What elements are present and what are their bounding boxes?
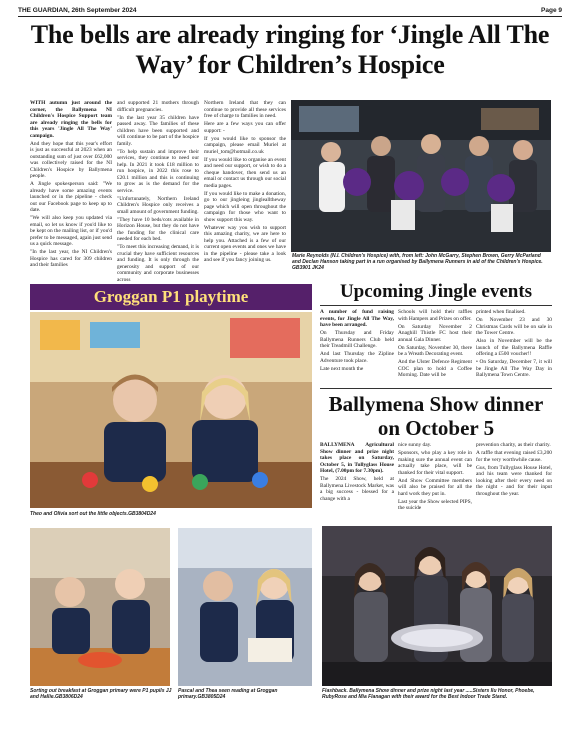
lead-story-paragraph: Whatever way you wish to support this amazing charity, we are here to help you. Attached is a few of our current open events and ones we have in the pipeline - please take a look and see if you fancy joining us. <box>204 224 286 263</box>
hospice-photo-caption: Marie Reynolds (N.I. Children's Hospice) with, from left: John McGarry, Stephen Brown, Gerry McParland and Declan Hanson taking part in a run organised by Ballymena Runners in aid of the Children's Hospice. GB3901 JK24 <box>292 253 543 271</box>
show-dinner-paragraph: Last year the Show selected PIPS, the suicide <box>398 498 472 511</box>
jingle-events-paragraph: • On Saturday, December 7, it will be Jingle All The Way Day in Ballymena Town Centre. <box>476 359 552 378</box>
groggan-breakfast-photo <box>30 528 170 686</box>
show-dinner-paragraph: prevention charity, as their charity. <box>476 442 551 448</box>
flanagan-sisters-photo <box>322 526 552 686</box>
jingle-events-paragraph: On Thursday and Friday Ballymena Runners Club held their Treadmill Challenge. <box>320 330 394 349</box>
publication-date: THE GUARDIAN, 26th September 2024 <box>18 6 137 14</box>
lead-story-paragraph: If you would like to organise an event and need our support, or wish to do a cheque handover, then send us an email or contact us through our social media pages. <box>204 156 286 189</box>
jingle-events-rule <box>320 305 552 306</box>
lead-story-paragraph: And they hope that this year's effort is just as successful at 2023 when an outstanding sum of just over £62,000 was collectively raised for the NI Children's Hospice by Ballymena people. <box>30 140 112 179</box>
jingle-events-paragraph: Late next month the <box>320 365 364 372</box>
show-dinner-paragraph: Gus, from Tullyglass House Hotel, and his team were thanked for looking after their every need on the night - and for their input throughout the year. <box>476 464 552 497</box>
show-dinner-top-rule <box>320 388 552 389</box>
jingle-events-paragraph: On Saturday, November 30, there be a Wreath Decorating event. <box>398 344 472 357</box>
lead-story-paragraph: If you would like to make a donation, go to our jingleing jinglealltheway page which will open throughout the campaign for those who want to show support this way. <box>204 190 286 223</box>
jingle-events-col-2 <box>398 309 472 385</box>
jingle-events-col-1 <box>320 309 394 385</box>
main-headline: The bells are already ringing for ‘Jingle All The Way’ for Children’s Hospice <box>30 20 550 79</box>
lead-story-paragraph: "To meet this increasing demand, it is crucial they have sufficient resources and funding. It is only through the generosity and support of our community and corporate businesses across <box>117 244 199 283</box>
lead-story-paragraph: A Jingle spokesperson said: "We already have some amazing events launched or in the pipeline - check out our Facebook page to keep up to date. <box>30 181 112 213</box>
jingle-events-paragraph: Also in November will be the launch of the Ballymena Raffle offering a £500 voucher!! <box>476 338 552 357</box>
lead-story-paragraph: "They have 10 beds/cots available in Horizon House, but they do not have the funding for the clinical care needed for each bed. <box>117 216 199 242</box>
jingle-events-title: Upcoming Jingle events <box>339 281 533 302</box>
jingle-events-col-3 <box>476 309 552 385</box>
lead-story-paragraph: "In the last year, the NI Children's Hospice has cared for 309 children and their families <box>30 249 112 268</box>
groggan-banner: Groggan P1 playtime <box>30 284 312 310</box>
show-dinner-col-3 <box>476 442 552 522</box>
show-dinner-paragraph: A raffle that evening raised £3,200 for the very worthwhile cause. <box>476 450 552 463</box>
groggan-main-caption: Theo and Olivia sort out the little objects.GB3804D24 <box>30 511 156 517</box>
show-dinner-paragraph: nice sunny day. <box>398 442 432 448</box>
groggan-reading-caption: Pascal and Thea seen reading at Groggan primary.GB3805D24 <box>178 688 278 700</box>
lead-story-paragraph: "In the last year 35 children have passed away. The families of these children have been supported and will continue to be part of the hospice family. <box>117 114 199 147</box>
jingle-events-lead: A number of fund raising events, for Jingle All The Way, have been arranged. <box>320 309 394 328</box>
show-dinner-col-1 <box>320 442 394 522</box>
lead-story-paragraph: "Unfortunately, Northern Ireland Children's Hospice only receives a small amount of government funding. <box>117 195 199 215</box>
show-dinner-paragraph: Sponsors, who play a key role in making sure the annual event can actually take place, will be thanked for their vital support. <box>398 450 472 476</box>
page-number: Page 9 <box>541 6 562 14</box>
jingle-events-paragraph: And last Thursday the Zipline Adventure took place. <box>320 351 394 364</box>
lead-story-paragraph: Northern Ireland that they can continue to provide all these services free of charge to families in need. <box>204 100 286 119</box>
lead-story-col-2 <box>117 100 199 283</box>
header-rule <box>18 16 562 17</box>
show-dinner-lead: BALLYMENA Agricultural Show dinner and prize night takes place on Saturday, October 5, in Tullyglass House Hotel, (7.00pm for 7.30pm). <box>320 442 394 474</box>
lead-story-col-1 <box>30 100 112 275</box>
show-dinner-col-2 <box>398 442 472 522</box>
groggan-breakfast-caption: Sorting out breakfast at Groggan primary were P1 pupils JJ and Hallie.GB3806D24 <box>30 688 172 700</box>
running-header <box>18 5 562 15</box>
lead-story-paragraph: "We will also keep you updated via email, so let us know if you'd like to be kept on the mailing list, or if you'd prefer to be messaged, again just send us a quick message. <box>30 215 112 247</box>
lead-story-paragraph: If you would like to sponsor the campaign, please email Muriel at muriel_tom@hotmail.co.uk <box>204 135 286 155</box>
jingle-events-paragraph: On Saturday November 2 Anaghill Thistle FC host their annual Gala Dinner. <box>398 323 472 343</box>
show-dinner-paragraph: And Show Committee members will also be praised for all the hard work they put in. <box>398 477 472 497</box>
lead-story-col-3 <box>204 100 286 275</box>
lead-story-paragraph: Here are a few ways you can offer support: - <box>204 121 286 134</box>
groggan-main-photo <box>30 312 312 508</box>
jingle-events-paragraph: Schools will hold their raffles with Hampers and Prizes on offer. <box>398 309 472 322</box>
show-dinner-paragraph: The 2024 Show, held at Ballymena Livestock Market, was a big success - blessed for a change with a <box>320 476 394 502</box>
show-dinner-title: Ballymena Show dinner on October 5 <box>328 392 544 440</box>
lead-story-paragraph: "To help sustain and improve their services, they continue to need our help. In 2021 it took £18 million to run hospice, in 2022 this rose to £20.1 million and this is continuing to grow as is the demand for the service. <box>117 148 199 194</box>
lead-paragraph: WITH autumn just around the corner, the Ballymena NI Children's Hospice Support team are already ringing the bells for this years 'Jingle All The Way' campaign. <box>30 100 112 139</box>
jingle-events-paragraph: On November 23 and 30 Christmas Cards will be on sale in the Tower Centre. <box>476 317 552 336</box>
jingle-events-paragraph: And the Ulster Defence Regiment COC plan to hold a Coffee Morning. Date will be <box>398 359 472 378</box>
lead-story-paragraph: and supported 21 mothers through difficult pregnancies. <box>117 100 199 113</box>
hospice-run-photo <box>291 100 551 252</box>
groggan-reading-photo <box>178 528 312 686</box>
jingle-events-paragraph: printed when finalised. <box>476 309 526 315</box>
flanagan-sisters-caption: Flashback. Ballymena Show dinner and prize night last year .....Sisters Ilu Honor, Phoebe, RubyRose and Mia Flanagan with their award for the Best Indoor Trade Stand. <box>322 688 535 700</box>
